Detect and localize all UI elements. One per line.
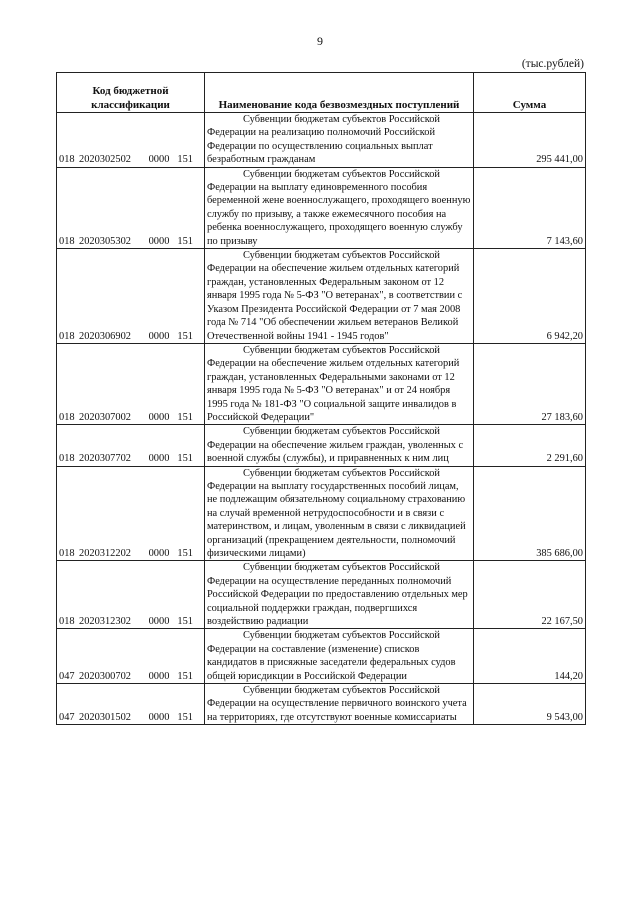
main-code: 2020302502 — [79, 154, 131, 166]
revenue-name-cell — [205, 684, 474, 725]
budget-code-cell — [57, 466, 205, 561]
header-code: Код бюджетной классификации — [57, 73, 205, 113]
budget-code-cell — [57, 113, 205, 168]
table-row — [57, 167, 586, 248]
admin-code: 018 — [59, 411, 75, 423]
amount-cell: 144,20 — [474, 629, 586, 684]
table-row — [57, 343, 586, 424]
revenue-name-cell — [205, 113, 474, 168]
main-code: 2020300702 — [79, 670, 131, 682]
revenue-name-cell — [205, 561, 474, 629]
admin-code: 018 — [59, 616, 75, 628]
program-code: 0000 — [148, 711, 170, 723]
table-row — [57, 113, 586, 168]
units-label: (тыс.рублей) — [521, 58, 584, 70]
economic-code: 151 — [177, 453, 193, 465]
admin-code: 018 — [59, 154, 75, 166]
program-code: 0000 — [148, 616, 170, 628]
page-number: 9 — [317, 34, 323, 48]
table-header-row — [57, 73, 586, 113]
admin-code: 018 — [59, 453, 75, 465]
economic-code: 151 — [177, 235, 193, 247]
revenue-name-cell — [205, 466, 474, 561]
header-name: Наименование кода безвозмездных поступлений — [205, 73, 474, 113]
revenue-name: Субвенции бюджетам субъектов Российской Федерации на выплату единовременного пособия беременной жене военнослужащего, проходящего военную службу по призыву, а также ежемесячного пособия на ребенка военнослужащего, проходящего военную службу по призыву — [207, 168, 471, 247]
revenue-name: Субвенции бюджетам субъектов Российской Федерации на выплату государственных пособий лицам, не подлежащим обязательному социальному страхованию на случай временной нетрудоспособности и в связи с материнством, и лицам, уволенным в связи с ликвидацией организаций (прекращением деятельности, полномочий физическими лицами) — [207, 467, 466, 559]
budget-code-cell — [57, 249, 205, 344]
program-code: 0000 — [148, 548, 170, 559]
main-code: 2020307702 — [79, 453, 131, 465]
amount-cell: 27 183,60 — [474, 343, 586, 424]
economic-code: 151 — [177, 616, 193, 628]
main-code: 2020312302 — [79, 616, 131, 628]
main-code: 2020306902 — [79, 330, 131, 342]
amount-cell: 295 441,00 — [474, 113, 586, 168]
budget-code-cell — [57, 343, 205, 424]
table-row — [57, 249, 586, 344]
amount-cell: 2 291,60 — [474, 425, 586, 466]
budget-code-cell — [57, 425, 205, 466]
amount-cell: 7 143,60 — [474, 167, 586, 248]
admin-code: 018 — [59, 330, 75, 342]
budget-code-cell — [57, 561, 205, 629]
revenue-name-cell — [205, 629, 474, 684]
revenue-name-cell — [205, 167, 474, 248]
revenue-name: Субвенции бюджетам субъектов Российской Федерации на обеспечение жильем отдельных категорий граждан, установленных Федеральным законом от 12 января 1995 года № 5-ФЗ "О ветеранах", в соответствии с Указом Президента Российской Федерации от 7 мая 2008 года № 714 "Об обеспечении жильем ветеранов Великой Отечественной войны 1941 - 1945 годов" — [207, 250, 463, 342]
amount-cell: 385 686,00 — [474, 466, 586, 561]
economic-code: 151 — [177, 154, 193, 166]
main-code: 2020301502 — [79, 711, 131, 723]
revenue-name: Субвенции бюджетам субъектов Российской Федерации на осуществление первичного воинского учета на территориях, где отсутствуют военные комиссариаты — [207, 685, 467, 723]
amount-cell: 9 543,00 — [474, 684, 586, 725]
economic-code: 151 — [177, 711, 193, 723]
program-code: 0000 — [148, 235, 170, 247]
revenue-name-cell — [205, 425, 474, 466]
revenue-name: Субвенции бюджетам субъектов Российской Федерации на обеспечение жильем граждан, уволенных с военной службы (службы), и приравненных к ним лиц — [207, 426, 464, 465]
table-row — [57, 561, 586, 629]
economic-code: 151 — [177, 330, 193, 342]
program-code: 0000 — [148, 154, 170, 166]
header-sum: Сумма — [474, 73, 586, 113]
program-code: 0000 — [148, 453, 170, 465]
admin-code: 047 — [59, 670, 75, 682]
admin-code: 018 — [59, 548, 75, 559]
revenue-name-cell — [205, 249, 474, 344]
main-code: 2020307002 — [79, 411, 131, 423]
table-row — [57, 466, 586, 561]
table-row — [57, 425, 586, 466]
economic-code: 151 — [177, 548, 193, 559]
table-row — [57, 629, 586, 684]
main-code: 2020312202 — [79, 548, 131, 559]
program-code: 0000 — [148, 330, 170, 342]
economic-code: 151 — [177, 670, 193, 682]
amount-cell: 22 167,50 — [474, 561, 586, 629]
economic-code: 151 — [177, 411, 193, 423]
revenue-name: Субвенции бюджетам субъектов Российской Федерации на составление (изменение) списков кандидатов в присяжные заседатели федеральных судов общей юрисдикции в Российской Федерации — [207, 630, 456, 682]
admin-code: 018 — [59, 235, 75, 247]
budget-code-cell — [57, 629, 205, 684]
revenue-name-cell — [205, 343, 474, 424]
budget-code-cell — [57, 684, 205, 725]
amount-cell: 6 942,20 — [474, 249, 586, 344]
program-code: 0000 — [148, 411, 170, 423]
revenue-name: Субвенции бюджетам субъектов Российской Федерации на реализацию полномочий Российской Федерации по осуществлению социальных выплат безработным гражданам — [207, 114, 440, 166]
budget-code-cell — [57, 167, 205, 248]
table-row — [57, 684, 586, 725]
admin-code: 047 — [59, 711, 75, 723]
budget-table — [56, 72, 586, 725]
program-code: 0000 — [148, 670, 170, 682]
main-code: 2020305302 — [79, 235, 131, 247]
revenue-name: Субвенции бюджетам субъектов Российской Федерации на обеспечение жильем отдельных категорий граждан, установленных Федеральными законами от 12 января 1995 года № 5-ФЗ "О ветеранах" и от 24 ноября 1995 года № 181-ФЗ "О социальной защите инвалидов в Российской Федерации" — [207, 344, 460, 423]
revenue-name: Субвенции бюджетам субъектов Российской Федерации на осуществление переданных полномочий Российской Федерации по предоставлению отдельных мер социальной поддержки граждан, подвергшихся воздействию радиации — [207, 562, 468, 628]
